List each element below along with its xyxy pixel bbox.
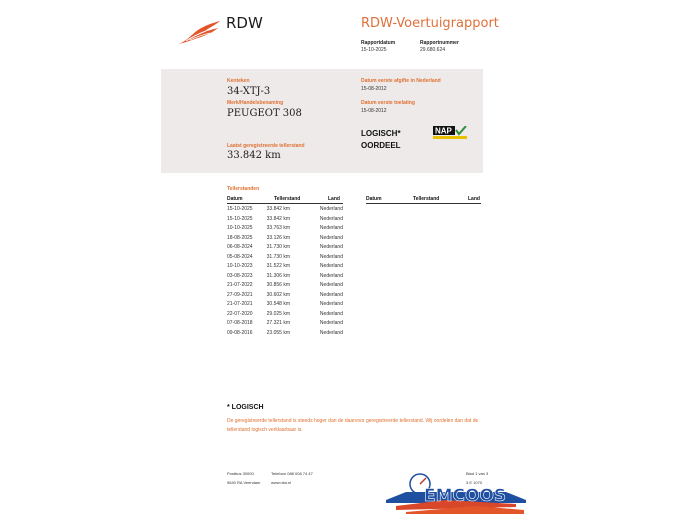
table-rule-left — [227, 203, 343, 204]
col-header-date: Datum — [227, 196, 243, 202]
cell-country: Nederland — [319, 310, 343, 317]
cell-odometer: 33.842 km — [266, 215, 290, 222]
table-row — [227, 310, 343, 320]
report-number-value: 29.680.624 — [420, 47, 446, 53]
cell-odometer: 33.842 km — [266, 206, 290, 212]
report-date-value: 15-10-2025 — [361, 47, 387, 53]
table-row — [227, 291, 343, 301]
footer-phone: Telefoon 088 008 74 47 — [271, 471, 313, 476]
readings-section-title: Tellerstanden — [227, 186, 260, 192]
emcoos-logo-icon — [386, 470, 526, 514]
cell-odometer: 30.548 km — [266, 301, 290, 307]
col-header-km: Tellerstand — [274, 196, 301, 202]
rdw-logo-icon — [176, 20, 222, 46]
cell-country: Nederland — [319, 244, 343, 250]
table-row — [227, 215, 343, 225]
cell-odometer: 31.730 km — [266, 244, 290, 250]
footer-web: www.rdw.nl — [271, 480, 292, 485]
cell-country: Nederland — [319, 291, 343, 298]
cell-country: Nederland — [319, 263, 343, 269]
cell-date: 18-08-2025 — [227, 234, 253, 241]
cell-country: Nederland — [319, 272, 343, 279]
cell-date: 15-10-2025 — [227, 215, 253, 222]
col-header-date-right: Datum — [366, 196, 382, 202]
brand-label: Merk/Handelsbenaming — [227, 100, 284, 106]
cell-odometer: 23.055 km — [266, 329, 290, 336]
cell-country: Nederland — [319, 282, 343, 288]
table-row — [227, 319, 343, 329]
table-row — [227, 300, 343, 310]
cell-date: 15-10-2025 — [227, 206, 253, 212]
cell-odometer: 31.306 km — [266, 272, 290, 279]
cell-date: 03-08-2023 — [227, 272, 253, 279]
cell-date: 05-08-2024 — [227, 253, 253, 260]
cell-odometer: 30.856 km — [266, 282, 290, 288]
cell-date: 22-07-2020 — [227, 310, 253, 317]
cell-odometer: 29.025 km — [266, 310, 290, 317]
emcoos-logo-text: EMCOOS — [424, 486, 507, 506]
brand-value: PEUGEOT 308 — [227, 108, 302, 119]
table-row — [227, 234, 343, 244]
cell-odometer: 33.763 km — [266, 225, 290, 231]
cell-date: 21-07-2022 — [227, 282, 253, 288]
odometer-value: 33.842 km — [227, 150, 281, 161]
table-row — [227, 224, 343, 234]
svg-text:NAP: NAP — [435, 126, 452, 136]
footnote-text: De geregistreerde tellerstand is steeds hoger dan de daarvoor geregistreerde tellerstand. Wij oordelen dan dat de tellerstand logisch verklaarbaar is. — [227, 418, 479, 433]
cell-odometer: 31.730 km — [266, 253, 290, 260]
footnote-title: * LOGISCH — [227, 404, 264, 411]
table-rule-right — [366, 203, 481, 204]
vehicle-panel — [161, 69, 483, 173]
col-header-land: Land — [328, 196, 340, 202]
report-date-label: Rapportdatum — [361, 40, 396, 46]
col-header-km-right: Tellerstand — [413, 196, 440, 202]
cell-odometer: 27.321 km — [266, 320, 290, 326]
cell-country: Nederland — [319, 234, 343, 241]
cell-country: Nederland — [319, 320, 343, 326]
table-row — [227, 205, 343, 215]
plate-label: Kenteken — [227, 78, 250, 84]
odometer-label: Laatst geregistreerde tellerstand — [227, 143, 305, 149]
footer-page: Blad 1 van 3 — [466, 471, 489, 476]
footer-postbus: Postbus 30000 — [227, 471, 254, 476]
nap-logo-icon — [433, 126, 467, 139]
cell-date: 06-08-2024 — [227, 244, 253, 250]
cell-odometer: 30.602 km — [266, 291, 290, 298]
brand-name: RDW — [226, 14, 263, 32]
verdict-line-2: OORDEEL — [361, 141, 401, 150]
cell-date: 10-10-2023 — [227, 263, 253, 269]
cell-odometer: 33.126 km — [266, 234, 290, 241]
cell-date: 27-09-2021 — [227, 291, 253, 298]
cell-country: Nederland — [319, 301, 343, 307]
verdict-line-1: LOGISCH* — [361, 129, 401, 138]
footer-city: 9640 RA Veendam — [227, 480, 261, 485]
table-row — [227, 329, 343, 339]
cell-country: Nederland — [319, 225, 343, 231]
report-title: RDW-Voertuigrapport — [361, 16, 499, 31]
table-row — [227, 243, 343, 253]
report-number-label: Rapportnummer — [420, 40, 459, 46]
cell-date: 07-08-2018 — [227, 320, 253, 326]
footer-code: 3 E 1070 — [466, 480, 483, 485]
table-row — [227, 253, 343, 263]
table-row — [227, 272, 343, 282]
cell-country: Nederland — [319, 253, 343, 260]
cell-date: 10-10-2025 — [227, 225, 253, 231]
col-header-land-right: Land — [468, 196, 480, 202]
plate-value: 34-XTJ-3 — [227, 86, 271, 97]
cell-country: Nederland — [319, 329, 343, 336]
first-admission-value: 15-08-2012 — [361, 108, 387, 114]
cell-date: 09-08-2016 — [227, 329, 253, 336]
cell-country: Nederland — [319, 206, 343, 212]
first-admission-label: Datum eerste toelating — [361, 100, 415, 106]
first-nl-label: Datum eerste afgifte in Nederland — [361, 78, 441, 84]
cell-odometer: 31.522 km — [266, 263, 290, 269]
cell-country: Nederland — [319, 215, 343, 222]
readings-table — [227, 205, 343, 338]
first-nl-value: 15-08-2012 — [361, 86, 387, 92]
verdict — [361, 128, 401, 152]
table-row — [227, 281, 343, 291]
cell-date: 21-07-2021 — [227, 301, 253, 307]
table-row — [227, 262, 343, 272]
